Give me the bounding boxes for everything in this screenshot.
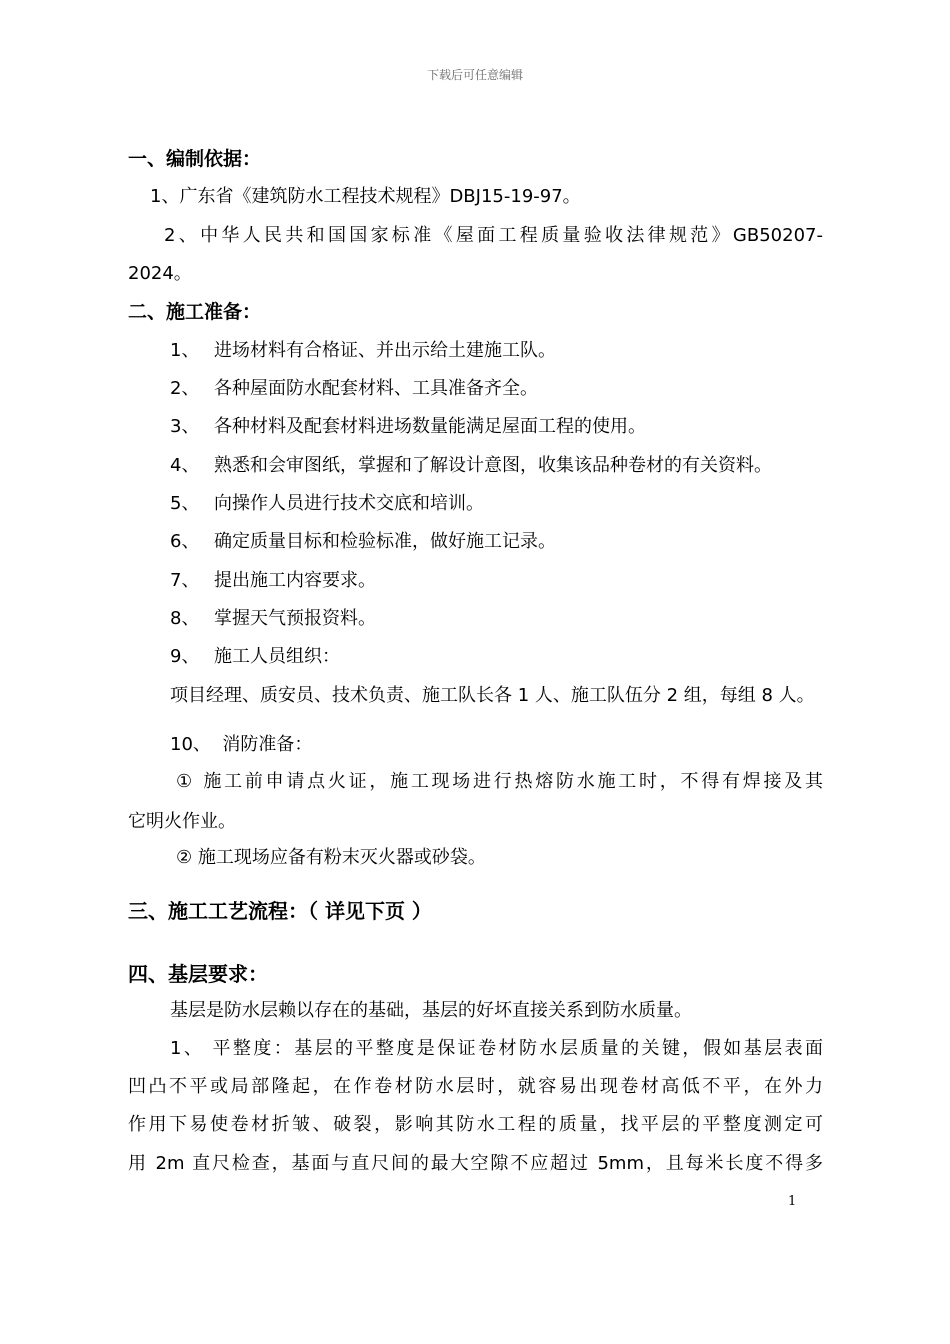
- staff-organization: 项目经理、质安员、技术负责、施工队长各 1 人、施工队伍分 2 组，每组 8 人。: [170, 685, 815, 706]
- section-4-paragraph-line-4: 用 2m 直尺检查，基面与直尺间的最大空隙不应超过 5mm，且每米长度不得多: [128, 1153, 823, 1174]
- section-4-paragraph-line-2: 凹凸不平或局部隆起，在作卷材防水层时，就容易出现卷材高低不平，在外力: [128, 1076, 823, 1097]
- section-1-item-2-line-2: 2024。: [128, 263, 192, 284]
- section-1-item-1: 1、广东省《建筑防水工程技术规程》DBJ15-19-97。: [150, 186, 581, 207]
- list-item-number: 9、: [170, 646, 200, 667]
- section-1-title: 一、编制依据：: [128, 148, 262, 170]
- list-item-text: 各种材料及配套材料进场数量能满足屋面工程的使用。: [214, 416, 646, 437]
- list-item-text: 确定质量目标和检验标准，做好施工记录。: [214, 531, 556, 552]
- list-item: [170, 377, 538, 401]
- list-item-text: 熟悉和会审图纸，掌握和了解设计意图，收集该品种卷材的有关资料。: [214, 455, 772, 476]
- page-header-note: 下载后可任意编辑: [426, 68, 523, 82]
- fire-prevention-item-1-line-1: ① 施工前申请点火证，施工现场进行热熔防水施工时，不得有焊接及其: [176, 771, 823, 792]
- fire-prevention-item-2: ② 施工现场应备有粉末灭火器或砂袋。: [176, 847, 486, 868]
- list-item-text: 掌握天气预报资料。: [214, 608, 376, 629]
- list-item: [170, 607, 376, 631]
- list-item: [170, 645, 340, 669]
- list-item: [170, 569, 376, 593]
- list-item: [170, 454, 772, 478]
- list-item-text: 向操作人员进行技术交底和培训。: [214, 493, 484, 514]
- section-2-title: 二、施工准备：: [128, 301, 262, 323]
- list-item-text: 进场材料有合格证、并出示给土建施工队。: [214, 340, 556, 361]
- list-item: [170, 339, 556, 363]
- section-3-title: 三、施工工艺流程：（ 详见下页 ）: [128, 899, 432, 923]
- list-item-number: 6、: [170, 531, 200, 552]
- section-4-paragraph-line-1: 1、 平整度：基层的平整度是保证卷材防水层质量的关键，假如基层表面: [170, 1038, 823, 1059]
- list-item-text: 施工人员组织：: [214, 646, 340, 667]
- list-item-number: 7、: [170, 570, 200, 591]
- section-1-item-2-line-1: 2、中华人民共和国国家标准《屋面工程质量验收法律规范》GB50207-: [164, 225, 823, 246]
- page-number: 1: [788, 1194, 797, 1209]
- section-4-paragraph-line-3: 作用下易使卷材折皱、破裂，影响其防水工程的质量，找平层的平整度测定可: [128, 1114, 823, 1135]
- fire-prevention-title: 10、 消防准备：: [170, 734, 313, 755]
- list-item: [170, 415, 646, 439]
- list-item: [170, 530, 556, 554]
- section-4-title: 四、基层要求：: [128, 962, 268, 986]
- list-item-number: 2、: [170, 378, 200, 399]
- list-item-number: 5、: [170, 493, 200, 514]
- list-item-number: 3、: [170, 416, 200, 437]
- list-item-number: 8、: [170, 608, 200, 629]
- section-4-intro: 基层是防水层赖以存在的基础，基层的好坏直接关系到防水质量。: [170, 1000, 692, 1021]
- list-item-text: 提出施工内容要求。: [214, 570, 376, 591]
- list-item-number: 4、: [170, 455, 200, 476]
- list-item: [170, 492, 484, 516]
- list-item-text: 各种屋面防水配套材料、工具准备齐全。: [214, 378, 538, 399]
- list-item-number: 1、: [170, 340, 200, 361]
- fire-prevention-item-1-line-2: 它明火作业。: [128, 811, 236, 832]
